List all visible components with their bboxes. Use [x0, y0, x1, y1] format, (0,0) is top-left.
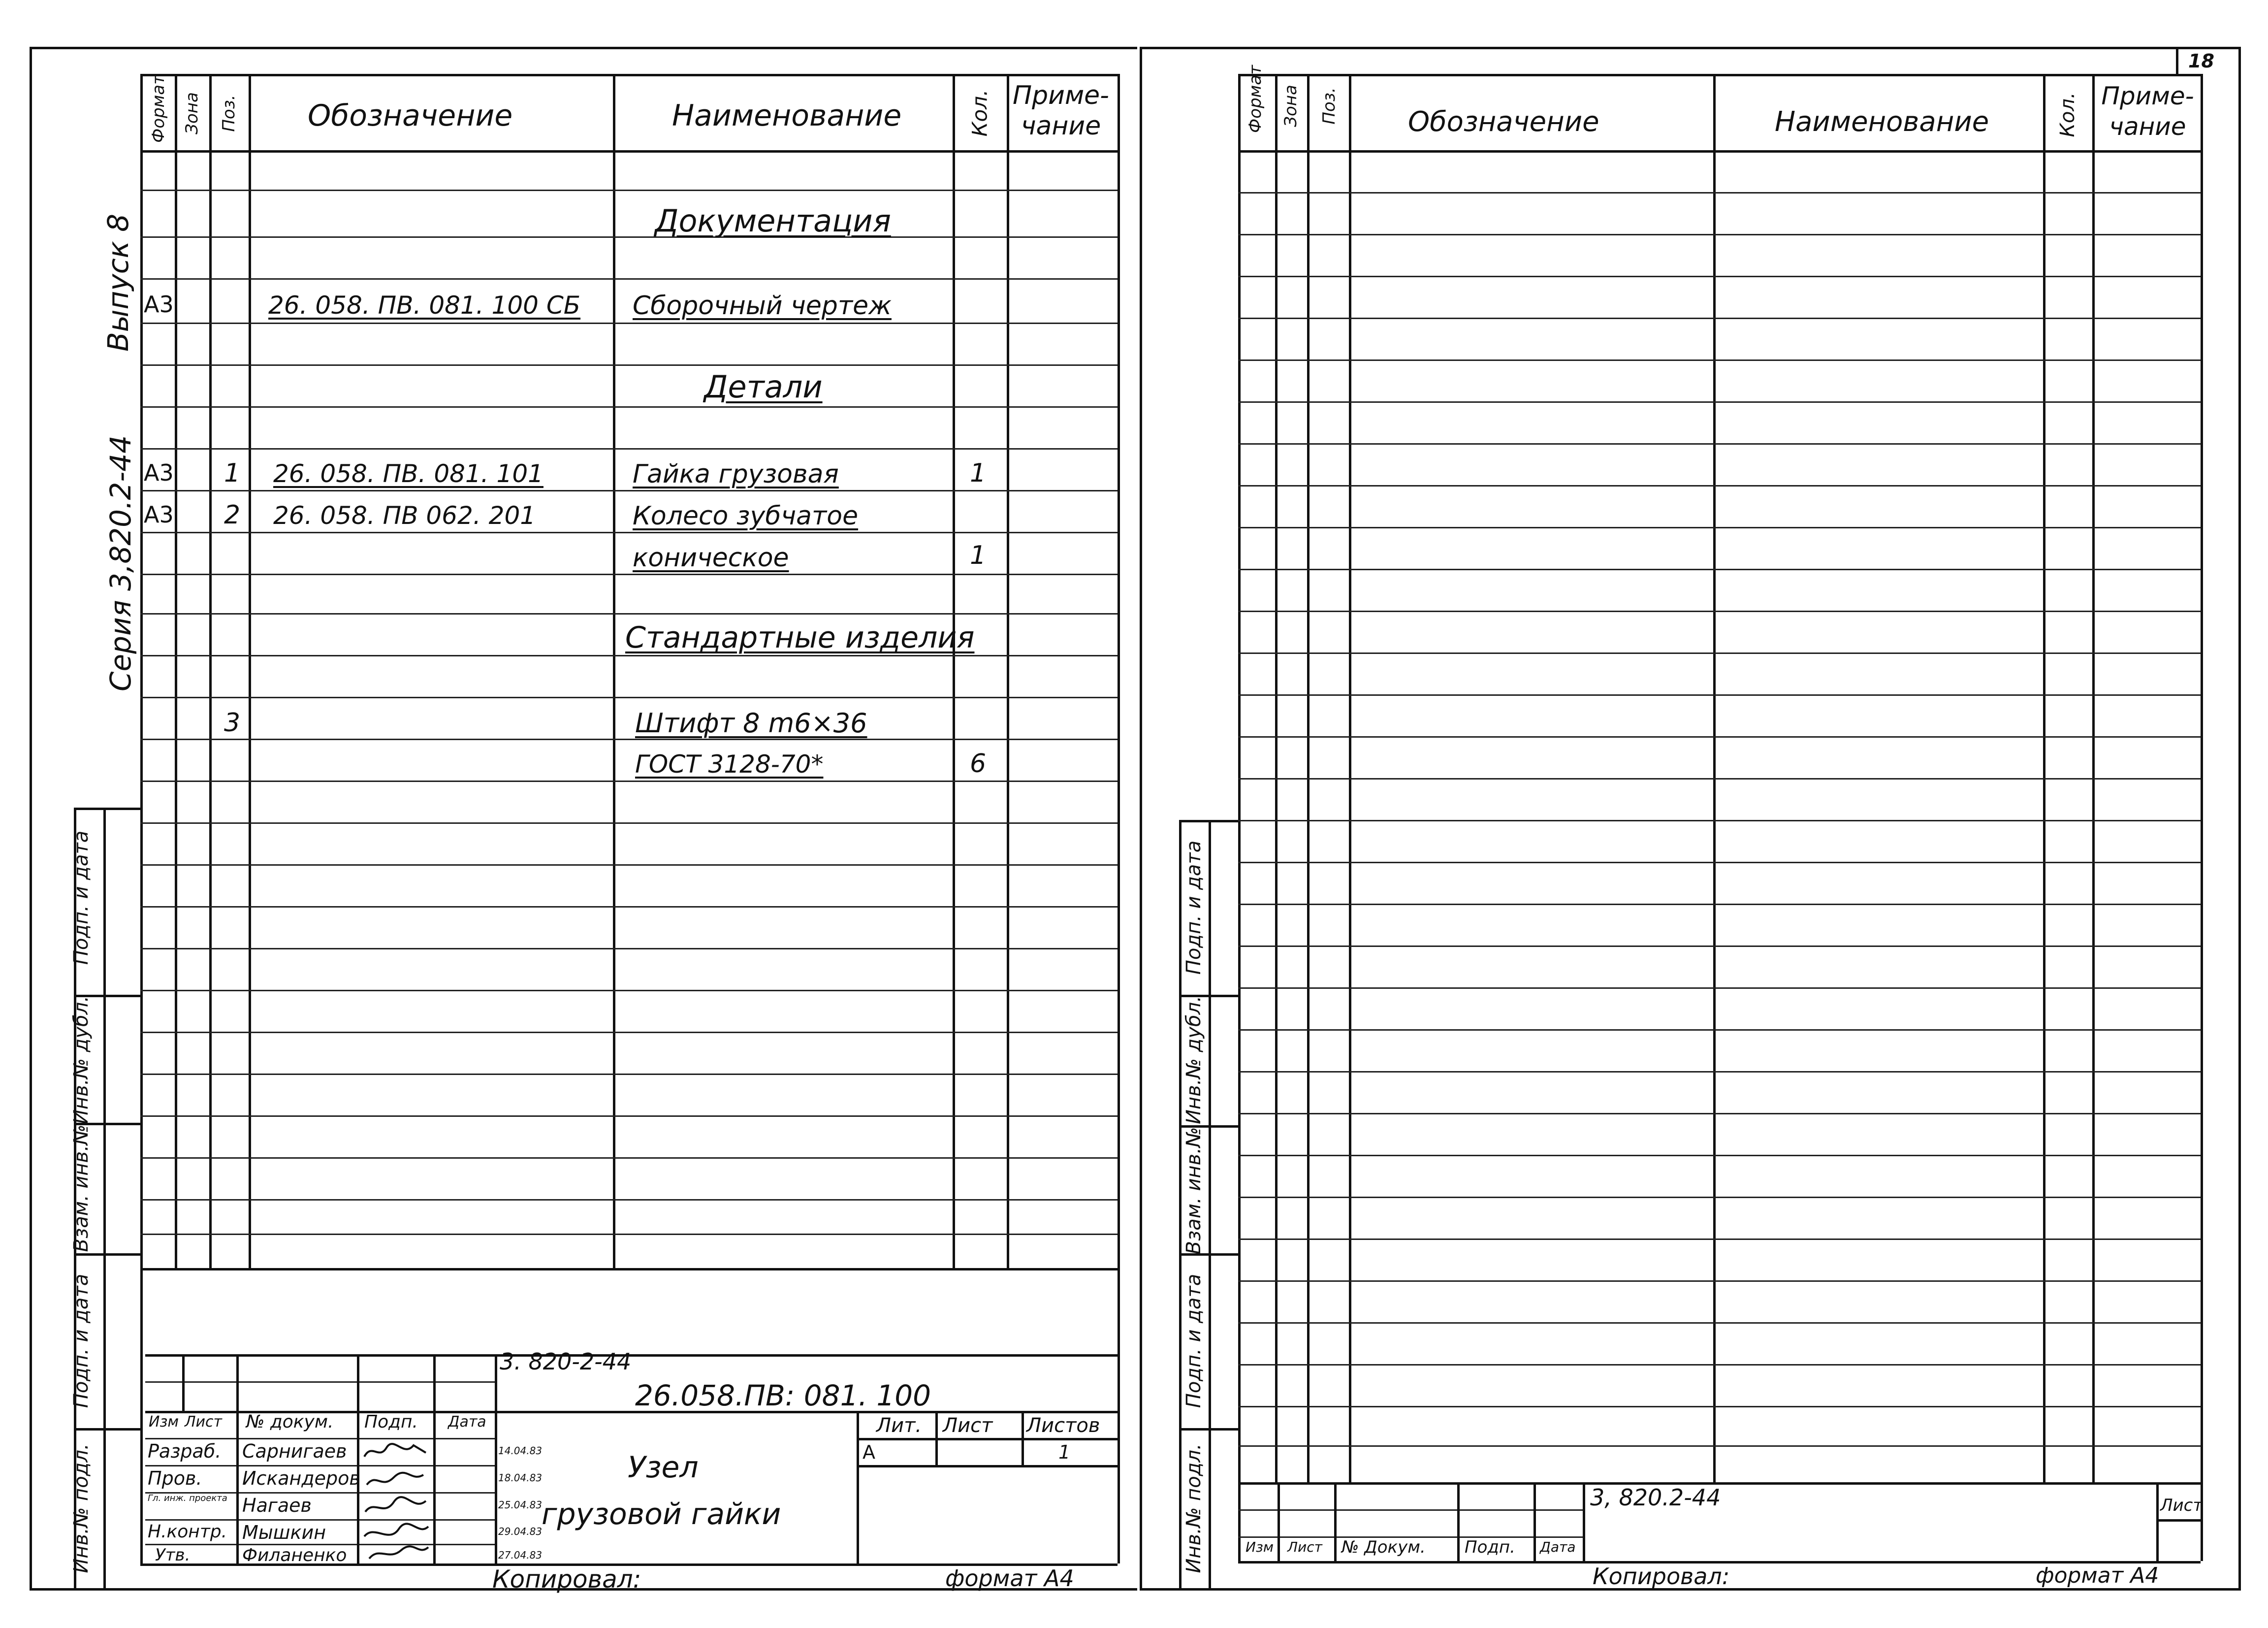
name-5: Филаненко: [242, 1545, 347, 1565]
issue-label: Выпуск 8: [101, 213, 135, 352]
row-5-pos: 3: [224, 708, 241, 738]
sheet-label: Лист: [943, 1414, 993, 1437]
role-1: Разраб.: [148, 1440, 222, 1462]
name-4: Мышкин: [242, 1522, 326, 1543]
name-1: Сарнигаев: [242, 1440, 347, 1462]
lit-value: А: [862, 1441, 875, 1463]
right-header-pos: Поз.: [1319, 87, 1339, 125]
header-format: Формат: [149, 75, 168, 143]
row-1-format: А3: [144, 291, 174, 318]
date-3: 25.04.83: [498, 1499, 543, 1511]
right-header-name: Наименование: [1775, 106, 1989, 138]
title-doc-code: 3. 820-2-44: [500, 1348, 632, 1375]
header-name: Наименование: [672, 98, 902, 133]
right-header-designation: Обозначение: [1408, 106, 1599, 138]
right-col-sign: Подп.: [1465, 1537, 1515, 1557]
sign-date-label-1: Подп. и дата: [70, 830, 93, 965]
row-3-designation: 26. 058. ПВ 062. 201: [273, 501, 536, 530]
orig-inv-label: Инв.№ подл.: [70, 1443, 93, 1573]
row-1-name: Сборочный чертеж: [633, 291, 892, 321]
role-3: Гл. инж. проекта: [148, 1493, 227, 1503]
header-designation: Обозначение: [308, 98, 513, 133]
row-3-name: Колесо зубчатое: [633, 501, 859, 531]
row-2-qty: 1: [970, 458, 987, 488]
row-2-designation: 26. 058. ПВ. 081. 101: [273, 459, 543, 488]
section-documentation: Документация: [655, 203, 891, 239]
row-6-name: ГОСТ 3128-70*: [635, 750, 824, 779]
row-3-pos: 2: [224, 500, 241, 530]
sheets-label: Листов: [1026, 1414, 1100, 1437]
role-2: Пров.: [148, 1467, 202, 1489]
date-5: 27.04.83: [498, 1549, 543, 1561]
title-doc-number: 26.058.ПВ: 081. 100: [635, 1379, 931, 1412]
right-repl-inv-label: Взам. инв.№: [1182, 1127, 1205, 1255]
sign-date-label-2: Подп. и дата: [70, 1273, 93, 1408]
role-4: Н.контр.: [148, 1522, 227, 1542]
repl-inv-label: Взам. инв.№: [70, 1124, 93, 1252]
role-5: Утв.: [155, 1545, 191, 1565]
header-zone: Зона: [182, 92, 202, 134]
row-4-name: коническое: [633, 543, 789, 573]
right-header-note-2: чание: [2109, 112, 2186, 141]
date-4: 29.04.83: [498, 1526, 543, 1537]
col-doc: № докум.: [246, 1412, 334, 1432]
header-note-2: чание: [1021, 111, 1101, 141]
right-header-qty: Кол.: [2056, 92, 2079, 137]
right-format-label: формат А4: [2036, 1563, 2159, 1588]
row-3-format: А3: [144, 501, 174, 528]
row-6-qty: 6: [970, 749, 987, 779]
signatures: [359, 1438, 433, 1561]
row-2-format: А3: [144, 459, 174, 486]
col-date: Дата: [448, 1413, 486, 1431]
sheets-value: 1: [1058, 1441, 1071, 1463]
title-line-1: Узел: [628, 1450, 699, 1485]
name-3: Нагаев: [242, 1495, 312, 1516]
right-sign-date-label-1: Подп. и дата: [1182, 840, 1205, 975]
right-col-date: Дата: [1540, 1539, 1576, 1555]
section-details: Детали: [704, 369, 823, 405]
header-note-1: Приме-: [1013, 81, 1109, 110]
row-5-name: Штифт 8 m6×36: [635, 708, 867, 739]
col-sign: Подп.: [364, 1412, 418, 1432]
series-label: Серия 3,820.2-44: [104, 435, 137, 691]
right-header-zone: Зона: [1281, 85, 1301, 127]
lit-label: Лит.: [876, 1414, 922, 1437]
format-label: формат А4: [945, 1565, 1074, 1592]
header-qty: Кол.: [967, 89, 992, 137]
right-doc-code: 3, 820.2-44: [1590, 1484, 1721, 1511]
row-2-pos: 1: [224, 458, 241, 488]
col-izm: Изм: [149, 1413, 179, 1431]
name-2: Искандеров: [242, 1467, 360, 1489]
title-line-2: грузовой гайки: [542, 1497, 781, 1531]
date-1: 14.04.83: [498, 1445, 543, 1457]
right-header-note-1: Приме-: [2101, 82, 2194, 110]
row-4-qty: 1: [970, 541, 987, 570]
row-1-designation: 26. 058. ПВ. 081. 100 СБ: [268, 291, 581, 320]
copied-label: Копировал:: [492, 1565, 641, 1594]
section-standard: Стандартные изделия: [625, 620, 975, 655]
right-header-format: Формат: [1246, 65, 1265, 133]
header-pos: Поз.: [219, 95, 239, 132]
right-sign-date-label-2: Подп. и дата: [1182, 1273, 1205, 1408]
right-dup-inv-label: Инв.№ дубл.: [1182, 996, 1205, 1124]
right-copied-label: Копировал:: [1593, 1563, 1730, 1590]
date-2: 18.04.83: [498, 1472, 543, 1484]
right-col-doc: № Докум.: [1342, 1537, 1426, 1557]
right-col-list: Лист: [1287, 1539, 1322, 1555]
dup-inv-label: Инв.№ дубл.: [70, 996, 93, 1124]
sheet-number: 18: [2188, 50, 2214, 72]
row-2-name: Гайка грузовая: [633, 459, 839, 489]
right-col-izm: Изм: [1246, 1539, 1274, 1555]
right-sheet-label: Лист: [2160, 1496, 2203, 1515]
right-orig-inv-label: Инв.№ подл.: [1182, 1443, 1205, 1573]
col-list: Лист: [185, 1413, 223, 1431]
